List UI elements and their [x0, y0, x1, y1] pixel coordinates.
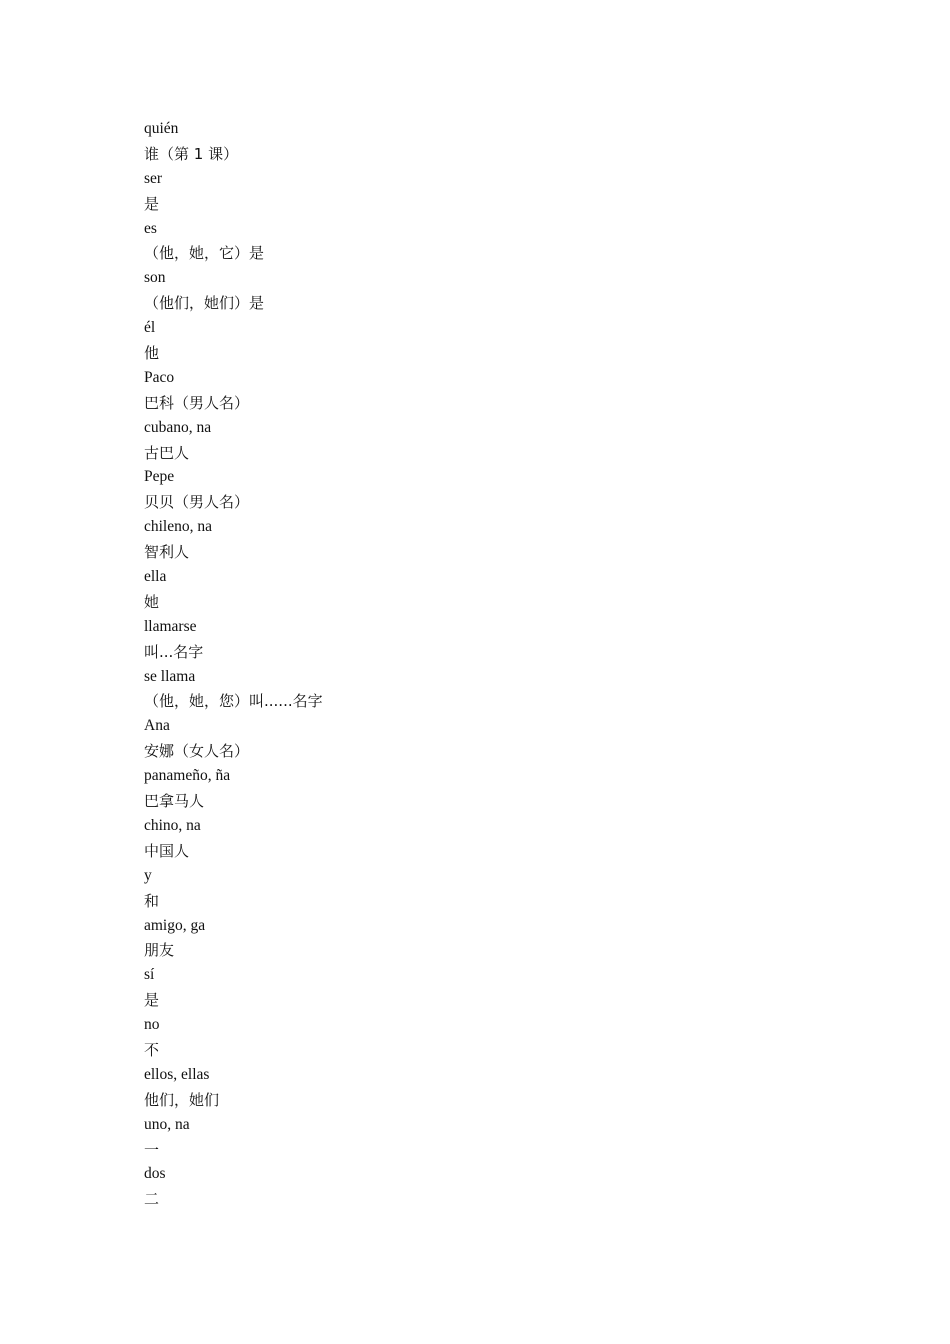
- vocab-entry: [144, 565, 323, 615]
- chinese-meaning: 中国人: [144, 841, 190, 860]
- spanish-term: es: [144, 219, 157, 237]
- spanish-term: chileno, na: [144, 518, 213, 536]
- chinese-meaning: 一: [144, 1140, 160, 1159]
- vocab-entry: [144, 366, 323, 416]
- spanish-term: amigo, ga: [144, 916, 206, 934]
- vocab-entry: [144, 1063, 323, 1113]
- vocab-entry: [144, 465, 323, 515]
- spanish-term: quién: [144, 120, 179, 137]
- vocab-entry: [144, 963, 323, 1013]
- vocab-entry: [144, 814, 323, 864]
- chinese-meaning: 贝贝（男人名）: [144, 493, 250, 512]
- chinese-meaning: 他: [144, 344, 160, 363]
- chinese-meaning: 巴科（男人名）: [144, 393, 250, 412]
- vocabulary-list: [144, 117, 323, 1212]
- vocab-entry: [144, 914, 323, 964]
- spanish-term: se llama: [144, 667, 196, 685]
- spanish-term: llamarse: [144, 617, 197, 635]
- chinese-meaning: 她: [144, 592, 160, 611]
- chinese-meaning: （他们，她们）是: [144, 294, 265, 313]
- chinese-meaning: 二: [144, 1190, 160, 1209]
- chinese-meaning: 安娜（女人名）: [144, 742, 250, 761]
- chinese-meaning: 和: [144, 891, 160, 910]
- spanish-term: Pepe: [144, 468, 175, 486]
- chinese-meaning: 是: [144, 991, 160, 1010]
- spanish-term: y: [144, 866, 152, 884]
- spanish-term: Ana: [144, 717, 170, 735]
- spanish-term: no: [144, 1016, 160, 1034]
- spanish-term: uno, na: [144, 1115, 190, 1133]
- vocab-entry: [144, 1013, 323, 1063]
- vocab-entry: [144, 714, 323, 764]
- vocab-entry: [144, 864, 323, 914]
- spanish-term: Paco: [144, 368, 175, 386]
- chinese-meaning: 巴拿马人: [144, 792, 205, 811]
- vocab-entry: [144, 416, 323, 466]
- vocab-entry: [144, 217, 323, 267]
- chinese-meaning: 谁（第 1 课）: [144, 144, 239, 163]
- vocab-entry: [144, 615, 323, 665]
- spanish-term: ella: [144, 568, 167, 586]
- vocab-entry: [144, 117, 323, 167]
- spanish-term: él: [144, 319, 156, 337]
- vocab-entry: [144, 266, 323, 316]
- spanish-term: son: [144, 269, 166, 287]
- spanish-term: panameño, ña: [144, 767, 231, 785]
- chinese-meaning: 他们，她们: [144, 1090, 220, 1109]
- chinese-meaning: （他，她，它）是: [144, 244, 265, 263]
- chinese-meaning: 不: [144, 1040, 160, 1059]
- vocab-entry: [144, 1113, 323, 1163]
- vocab-entry: [144, 316, 323, 366]
- chinese-meaning: （他，她，您）叫......名字: [144, 692, 323, 711]
- vocab-entry: [144, 665, 323, 715]
- chinese-meaning: 智利人: [144, 543, 190, 562]
- vocab-entry: [144, 1162, 323, 1212]
- vocab-entry: [144, 515, 323, 565]
- vocab-entry: [144, 764, 323, 814]
- spanish-term: ser: [144, 169, 163, 187]
- spanish-term: ellos, ellas: [144, 1065, 210, 1083]
- spanish-term: chino, na: [144, 816, 201, 834]
- spanish-term: sí: [144, 966, 155, 984]
- chinese-meaning: 叫...名字: [144, 642, 204, 661]
- chinese-meaning: 朋友: [144, 941, 175, 960]
- chinese-meaning: 古巴人: [144, 443, 190, 462]
- spanish-term: dos: [144, 1165, 166, 1183]
- spanish-term: cubano, na: [144, 418, 212, 436]
- vocab-entry: [144, 167, 323, 217]
- chinese-meaning: 是: [144, 194, 160, 213]
